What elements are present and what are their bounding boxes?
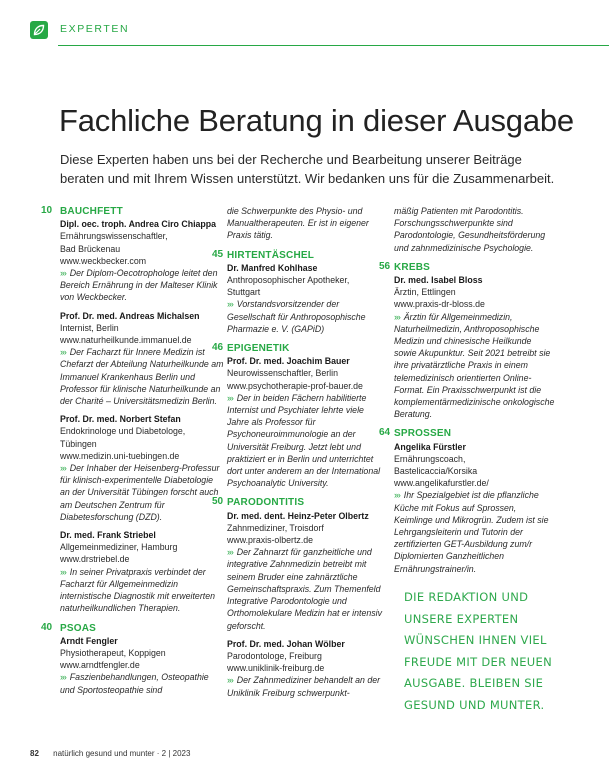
expert-entry — [60, 635, 225, 696]
arrow-icon: ››› — [60, 566, 66, 577]
expert-description: ››› Ihr Spezialgebiet ist die pflanzliche Küche mit Fokus auf Sprossen, Keimlinge und Mikrogrün. Zudem ist sie Lehrgangsleiterin und Tutorin der zertifizierten GET-Ausbildung zum/r Diplomierten Ganzheitlichen Ernährungstrainer/in. — [394, 490, 549, 574]
expert-description-continued: mäßig Patienten mit Parodontitis. Forschungsschwerpunkte sind Parodontologie, Gesundheitsförderung und zahnmedizinische Psychologie. — [394, 206, 546, 253]
section-header-bauchfett — [41, 205, 225, 218]
arrow-icon: ››› — [60, 463, 66, 474]
expert-info: Physiotherapeut, Koppigen — [60, 647, 166, 658]
section-header-krebs — [379, 260, 556, 274]
expert-name: Prof. Dr. med. Johan Wölber — [227, 638, 345, 649]
section-title: PSOAS — [60, 622, 97, 634]
page-reference: 50 — [212, 496, 224, 508]
section-title: HIRTENTÄSCHEL — [227, 249, 315, 261]
expert-website[interactable]: www.psychotherapie-prof-bauer.de — [227, 380, 363, 391]
expert-entry — [60, 413, 225, 523]
section-header-psoas — [41, 621, 225, 635]
expert-entry — [394, 274, 556, 420]
column-2 — [212, 205, 382, 705]
expert-info: Internist, Berlin — [60, 322, 119, 333]
section-title: BAUCHFETT — [60, 206, 123, 217]
column-1 — [41, 205, 225, 702]
arrow-icon: ››› — [227, 547, 233, 558]
page-reference: 45 — [212, 248, 224, 260]
expert-entry — [394, 441, 556, 575]
expert-website[interactable]: www.praxis-olbertz.de — [227, 535, 314, 546]
expert-description: ››› Vorstandsvorsitzender der Gesellschaft für Anthroposophische Pharmazie e. V. (GAPiD) — [227, 299, 366, 334]
expert-name: Dipl. oec. troph. Andrea Ciro Chiappa — [60, 219, 217, 230]
leaf-icon — [30, 21, 48, 39]
expert-entry — [227, 638, 382, 699]
arrow-icon: ››› — [227, 675, 233, 686]
expert-website[interactable]: www.medizin.uni-tuebingen.de — [60, 450, 180, 461]
expert-website[interactable]: www.praxis-dr-bloss.de — [394, 299, 485, 310]
closing-note: DIE REDAKTION UND UNSERE EXPERTEN WÜNSCHEN IHNEN VIEL FREUDE MIT DER NEUEN AUSGABE. BLEIBEN SIE GESUND UND MUNTER. — [404, 590, 552, 712]
expert-name: Dr. Manfred Kohlhase — [227, 262, 318, 273]
arrow-icon: ››› — [394, 311, 400, 322]
expert-description: ››› Faszienbehandlungen, Osteopathie und Sportosteopathie sind — [60, 672, 209, 695]
expert-description: ››› Der Zahnarzt für ganzheitliche und integrative Zahnmedizin betreibt mit seinem Bruder eine zahnärztliche Gemeinschaftspraxis. Zum Themenfeld Integrative Parodontologie und Orthomolekulare Medizin hat er intensiv geforscht. — [227, 547, 382, 631]
expert-name: Dr. med. dent. Heinz-Peter Olbertz — [227, 510, 369, 521]
expert-entry — [60, 529, 225, 614]
expert-website[interactable]: www.angelikafurstler.de/ — [394, 478, 489, 489]
expert-website[interactable]: www.arndtfengler.de — [60, 660, 140, 671]
expert-info: Neurowissenschaftler, Berlin — [227, 368, 338, 379]
expert-website[interactable]: www.naturheilkunde.immanuel.de — [60, 335, 192, 346]
arrow-icon: ››› — [60, 347, 66, 358]
expert-website[interactable]: www.drstriebel.de — [60, 554, 130, 565]
expert-entry — [227, 262, 382, 335]
expert-website[interactable]: www.weckbecker.com — [60, 255, 147, 266]
page-reference: 40 — [41, 621, 53, 633]
expert-website[interactable]: www.uniklinik-freiburg.de — [227, 663, 325, 674]
publication-info: natürlich gesund und munter · 2 | 2023 — [53, 749, 191, 758]
arrow-icon: ››› — [227, 299, 233, 310]
expert-entry — [60, 218, 225, 303]
expert-name: Dr. med. Frank Striebel — [60, 530, 156, 541]
expert-info: Zahnmediziner, Troisdorf — [227, 522, 324, 533]
section-header-parodontitis — [212, 496, 382, 509]
expert-description: ››› Der Facharzt für Innere Medizin ist Chefarzt der Abteilung Naturheilkunde am Immanuel Krankenhaus Berlin und Professor für klinische Naturheilkunde an der Charité – Universitätsmedizin Berlin. — [60, 347, 224, 407]
section-header-hirtentaeschel — [212, 248, 382, 262]
expert-info: Stuttgart — [227, 287, 261, 298]
expert-name: Prof. Dr. med. Joachim Bauer — [227, 356, 350, 367]
expert-info: Ärztin, Ettlingen — [394, 287, 456, 298]
expert-description: ››› Ärztin für Allgemeinmedizin, Naturheilmedizin, Anthroposophische Medizin und chinesische Heilkunde sowie Akupunktur. Seit 2021 betreibt sie ihre privatärztliche Praxis in einem telemedizinisch orientierten Online-Format. Ein Praxisschwerpunkt ist die komplementärmedizinische onkologische Beratung. — [394, 311, 555, 420]
expert-info: Ernährungswissenschaftler, — [60, 231, 168, 242]
expert-description: ››› Der Diplom-Oecotrophologe leitet den Bereich Ernährung in der Malteser Klinik von Weckbecker. — [60, 268, 218, 303]
expert-name: Angelika Fürstler — [394, 441, 466, 452]
section-title: EPIGENETIK — [227, 343, 290, 355]
expert-entry — [227, 510, 382, 632]
expert-name: Arndt Fengler — [60, 635, 118, 646]
expert-name: Prof. Dr. med. Andreas Michalsen — [60, 310, 200, 321]
section-header-epigenetik — [212, 342, 382, 355]
expert-description: ››› Der Zahnmediziner behandelt an der Uniklinik Freiburg schwerpunkt- — [227, 675, 381, 698]
expert-info: Parodontologe, Freiburg — [227, 650, 322, 661]
page-footer — [30, 749, 190, 758]
expert-info: Ernährungscoach, — [394, 453, 466, 464]
expert-name: Dr. med. Isabel Bloss — [394, 275, 483, 286]
expert-description-continued: die Schwerpunkte des Physio- und Manualtherapeuten. Er ist in eigener Praxis tätig. — [227, 206, 369, 241]
expert-description: ››› Der Inhaber der Heisenberg-Professur für klinisch-experimentelle Diabetologie an der Universität Tübingen forscht auch am Deutschen Zentrum für Diabetesforschung (DZD). — [60, 463, 220, 522]
arrow-icon: ››› — [60, 672, 66, 683]
expert-entry — [60, 310, 225, 408]
expert-entry — [227, 355, 382, 489]
page-reference: 10 — [41, 205, 53, 216]
expert-info: Endokrinologe und Diabetologe, — [60, 426, 186, 437]
expert-info: Tübingen — [60, 438, 97, 449]
page-title: Fachliche Beratung in dieser Ausgabe — [59, 103, 574, 138]
expert-info: Anthroposophischer Apotheker, — [227, 275, 350, 286]
header-divider — [58, 45, 609, 46]
expert-info: Bastelicaccia/Korsika — [394, 466, 478, 477]
section-title: KREBS — [394, 261, 431, 273]
expert-info: Bad Brückenau — [60, 243, 121, 254]
intro-paragraph: Diese Experten haben uns bei der Recherche und Bearbeitung unserer Beiträge beraten und mit Ihrem Wissen unterstützt. Wir bedanken uns für die Zusammenarbeit. — [60, 152, 555, 186]
section-label: EXPERTEN — [60, 23, 130, 35]
expert-description: ››› Der in beiden Fächern habilitierte Internist und Psychiater lehrte viele Jahre als Professor für Psychoneuroimmunologie an der Universität Freiburg. Jetzt lebt und praktiziert er in Berlin und unterrichtet dort unter anderem an der International Psychoanalytic University. — [227, 392, 381, 489]
expert-name: Prof. Dr. med. Norbert Stefan — [60, 414, 181, 425]
section-header-sprossen — [379, 427, 556, 440]
arrow-icon: ››› — [227, 392, 233, 403]
section-title: PARODONTITIS — [227, 497, 305, 509]
section-title: SPROSSEN — [394, 428, 452, 440]
page-reference: 46 — [212, 342, 224, 354]
column-3 — [379, 205, 556, 581]
arrow-icon: ››› — [394, 490, 400, 501]
page-reference: 56 — [379, 260, 391, 272]
page-reference: 64 — [379, 427, 391, 439]
page-number: 82 — [30, 749, 39, 758]
expert-info: Allgemeinmediziner, Hamburg — [60, 542, 178, 553]
expert-description: ››› In seiner Privatpraxis verbindet der Facharzt für Allgemeinmedizin internistische Diagnostik mit erweiterten naturheilkundlichen Therapien. — [60, 566, 215, 614]
arrow-icon: ››› — [60, 268, 66, 279]
